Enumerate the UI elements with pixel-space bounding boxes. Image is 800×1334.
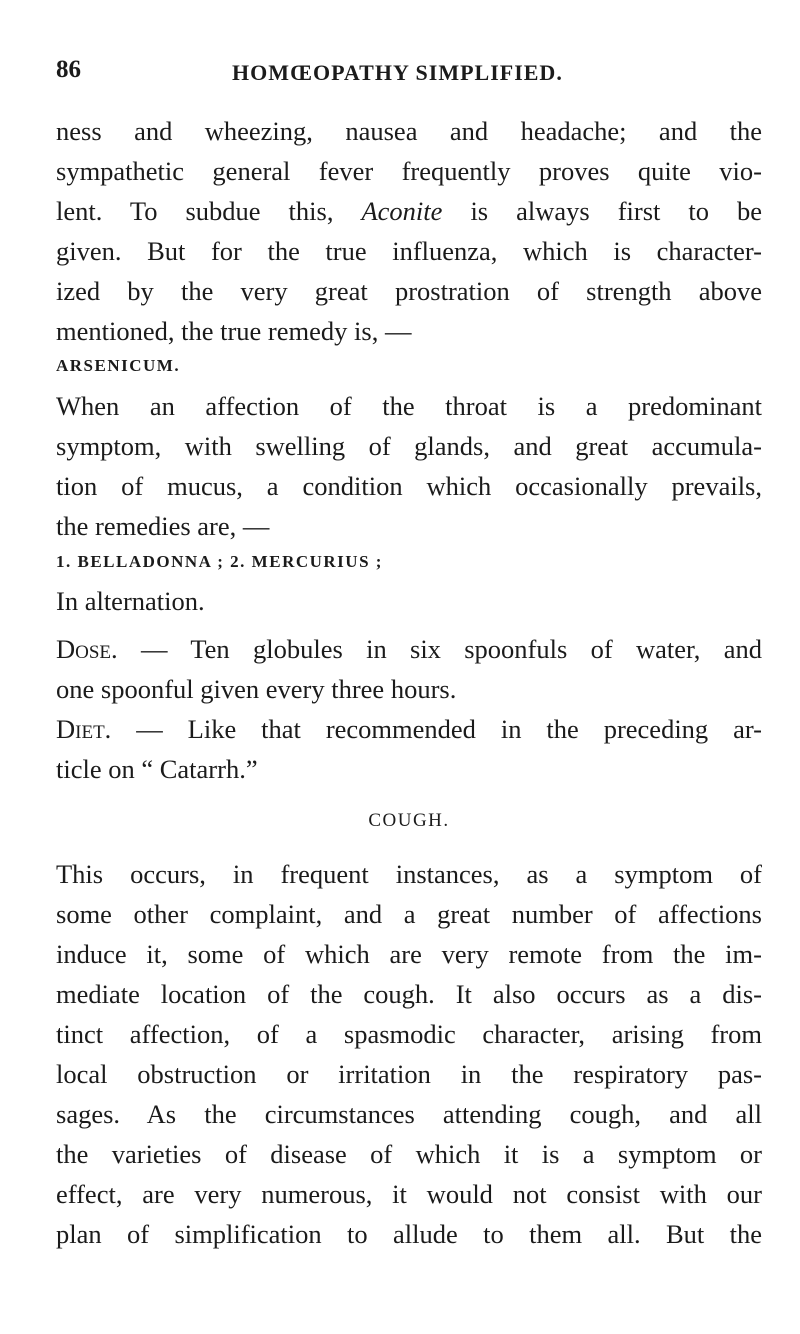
text-line: [56, 629, 762, 669]
text-line: plan of simplification to allude to them all. But the: [56, 1219, 762, 1249]
text-line: sympathetic general fever frequently proves quite vio-: [56, 156, 762, 186]
text-line: ticle on “ Catarrh.”: [56, 754, 258, 784]
text-line: the remedies are, —: [56, 511, 270, 541]
text-line: symptom, with swelling of glands, and great accumula-: [56, 431, 762, 461]
text-line: the varieties of disease of which it is a symptom or: [56, 1139, 762, 1169]
text-line: one spoonful given every three hours.: [56, 674, 457, 704]
remedy-list: 1. BELLADONNA ; 2. MERCURIUS ;: [56, 552, 383, 571]
text-line: given. But for the true influenza, which is character-: [56, 236, 762, 266]
dose-label: Dose.: [56, 634, 118, 664]
text-line: [56, 191, 762, 231]
remedy-name-italic: Aconite: [361, 196, 443, 226]
text-line: ness and wheezing, nausea and headache; and the: [56, 116, 762, 146]
text-line: When an affection of the throat is a predominant: [56, 391, 762, 421]
text-line: sages. As the circumstances attending cough, and all: [56, 1099, 762, 1129]
page-number: 86: [56, 56, 81, 83]
section-heading: COUGH.: [368, 810, 450, 831]
text-line: tion of mucus, a condition which occasionally prevails,: [56, 471, 762, 501]
running-head: [56, 56, 762, 92]
text-fragment: is always first to be: [470, 196, 763, 226]
text-fragment: — Ten globules in six spoonfuls of water, and: [117, 634, 762, 664]
text-line: [56, 709, 762, 749]
text-line: effect, are very numerous, it would not consist with our: [56, 1179, 762, 1209]
text-fragment: lent. To subdue this,: [56, 196, 334, 226]
text-line: tinct affection, of a spasmodic character, arising from: [56, 1019, 762, 1049]
remedy-name: ARSENICUM.: [56, 356, 181, 375]
book-page: [56, 56, 763, 1249]
text-line: In alternation.: [56, 586, 205, 616]
text-line: ized by the very great prostration of strength above: [56, 276, 762, 306]
text-line: local obstruction or irritation in the respiratory pas-: [56, 1059, 762, 1089]
text-line: This occurs, in frequent instances, as a symptom of: [56, 859, 762, 889]
text-fragment: — Like that recommended in the preceding ar-: [111, 714, 762, 744]
text-line: mentioned, the true remedy is, —: [56, 316, 412, 346]
diet-label: Diet.: [56, 714, 112, 744]
text-line: some other complaint, and a great number of affections: [56, 899, 762, 929]
text-line: induce it, some of which are very remote from the im-: [56, 939, 762, 969]
running-title: HOMŒOPATHY SIMPLIFIED.: [232, 60, 563, 85]
text-line: mediate location of the cough. It also occurs as a dis-: [56, 979, 762, 1009]
